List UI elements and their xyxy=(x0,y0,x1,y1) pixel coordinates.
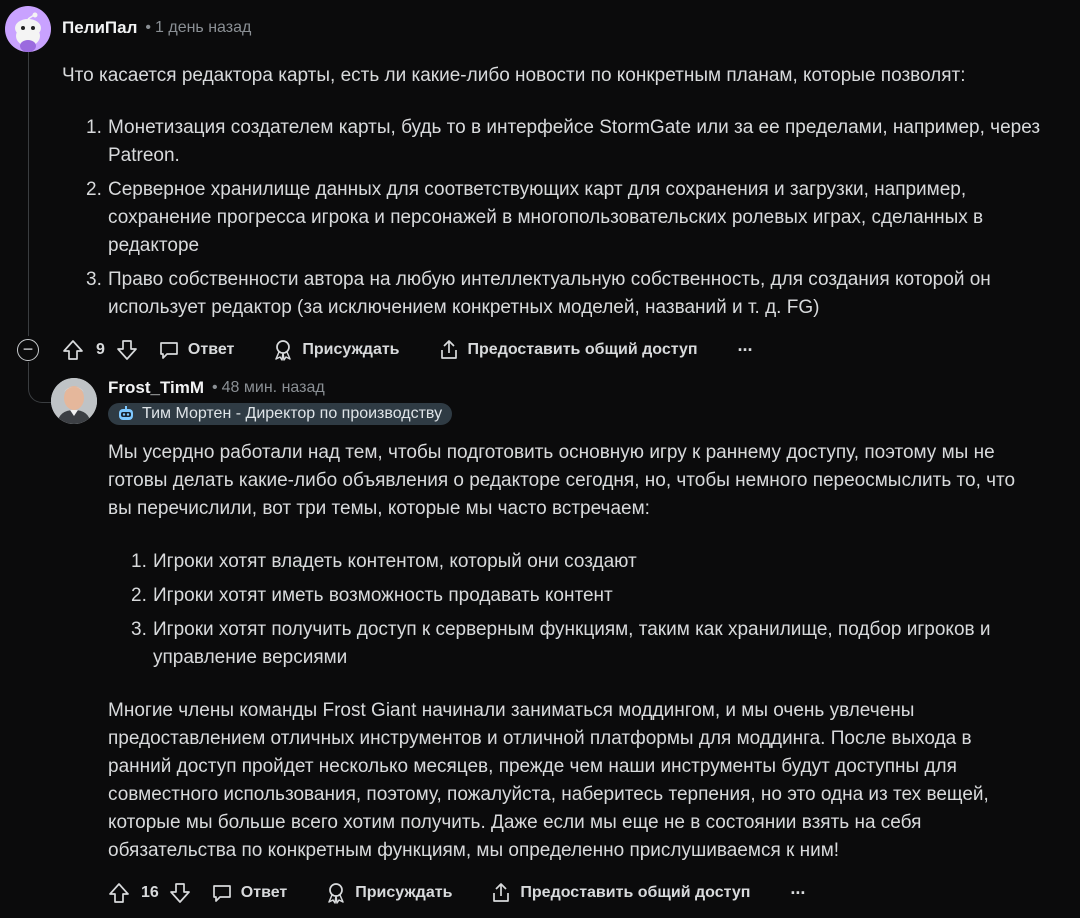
collapse-button[interactable] xyxy=(17,339,39,361)
award-label: Присуждать xyxy=(355,884,453,901)
comment-paragraph: Многие члены команды Frost Giant начинали заниматься моддингом, и мы очень увлечены предоставлением отличных инструментов и отличной платформы для моддинга. После выхода в ранний доступ пройдет несколько месяцев, прежде чем наши инструменты будут доступны для совместного использования, поэтому, пожалуйста, наберитесь терпения, но это одна из тех вещей, которые мы больше всего хотим получить. Даже если мы еще не в состоянии взять на себя обязательства по конкретным функциям, мы определенно прислушиваемся к ним! xyxy=(108,700,989,861)
separator-dot: • xyxy=(145,19,152,36)
timestamp[interactable]: 48 мин. назад xyxy=(221,379,325,396)
comment-icon xyxy=(158,339,180,361)
avatar[interactable] xyxy=(51,378,97,424)
downvote-icon[interactable] xyxy=(169,882,191,904)
upvote-icon[interactable] xyxy=(108,882,130,904)
robot-icon xyxy=(116,405,136,423)
award-icon xyxy=(272,339,294,361)
user-flair xyxy=(108,403,452,425)
reply-button[interactable] xyxy=(158,339,234,361)
flair-text: Тим Мортен - Директор по производству xyxy=(142,405,443,422)
award-button[interactable] xyxy=(325,882,452,904)
comment-intro: Что касается редактора карты, есть ли какие-либо новости по конкретным планам, которые позволят: xyxy=(62,65,966,86)
comment-header xyxy=(62,18,251,38)
more-options-icon[interactable]: ··· xyxy=(790,882,806,903)
list-item: 2. Серверное хранилище данных для соответствующих карт для сохранения и загрузки, например, сохранение прогресса игрока и персонажей в многопользовательских ролевых играх, сделанных в редакторе xyxy=(86,179,984,256)
upvote-icon[interactable] xyxy=(62,339,84,361)
list-item: 3. Игроки хотят получить доступ к серверным функциям, таким как хранилище, подбор игроков и управление версиями xyxy=(131,619,991,668)
comment-paragraph: Мы усердно работали над тем, чтобы подготовить основную игру к раннему доступу, поэтому мы не готовы делать какие-либо объявления о редакторе сегодня, но, чтобы немного переосмыслить то, что вы перечислили, вот три темы, которые мы часто встречаем: xyxy=(108,442,1016,519)
username[interactable]: Frost_TimM xyxy=(108,378,205,397)
vote-count: 16 xyxy=(141,884,159,901)
comment-actions xyxy=(108,878,805,908)
share-button[interactable] xyxy=(490,882,750,904)
comment-list xyxy=(131,548,1073,672)
snoo-icon xyxy=(5,6,51,52)
share-label: Предоставить общий доступ xyxy=(467,341,698,358)
list-item: 1. Игроки хотят владеть контентом, который они создают xyxy=(131,551,637,572)
share-button[interactable] xyxy=(438,339,698,361)
vote-count: 9 xyxy=(96,341,105,358)
thread-connector xyxy=(28,362,51,403)
profile-photo-icon xyxy=(51,378,97,424)
timestamp[interactable]: 1 день назад xyxy=(155,19,252,36)
list-item: 1. Монетизация создателем карты, будь то в интерфейсе StormGate или за ее пределами, например, через Patreon. xyxy=(86,117,1041,166)
avatar[interactable] xyxy=(5,6,51,52)
separator-dot: • xyxy=(212,379,218,396)
reply-label: Ответ xyxy=(240,884,288,901)
downvote-icon[interactable] xyxy=(116,339,138,361)
comment-header xyxy=(108,378,325,398)
share-label: Предоставить общий доступ xyxy=(520,884,751,901)
award-button[interactable] xyxy=(272,339,399,361)
more-options-icon[interactable]: ··· xyxy=(737,339,753,360)
list-item: 2. Игроки хотят иметь возможность продавать контент xyxy=(131,585,613,606)
share-icon xyxy=(490,882,512,904)
award-icon xyxy=(325,882,347,904)
award-label: Присуждать xyxy=(302,341,400,358)
minus-icon: − xyxy=(22,339,34,359)
share-icon xyxy=(438,339,460,361)
comment-icon xyxy=(211,882,233,904)
reply-button[interactable] xyxy=(211,882,287,904)
list-item: 3. Право собственности автора на любую интеллектуальную собственность, для создания которой он использует редактор (за исключением конкретных моделей, названий и т. д. FG) xyxy=(86,269,991,318)
reply-label: Ответ xyxy=(187,341,235,358)
comment-actions xyxy=(62,335,753,365)
thread-line xyxy=(28,50,29,336)
username[interactable]: ПелиПал xyxy=(62,18,138,37)
comment-list xyxy=(86,114,1078,322)
